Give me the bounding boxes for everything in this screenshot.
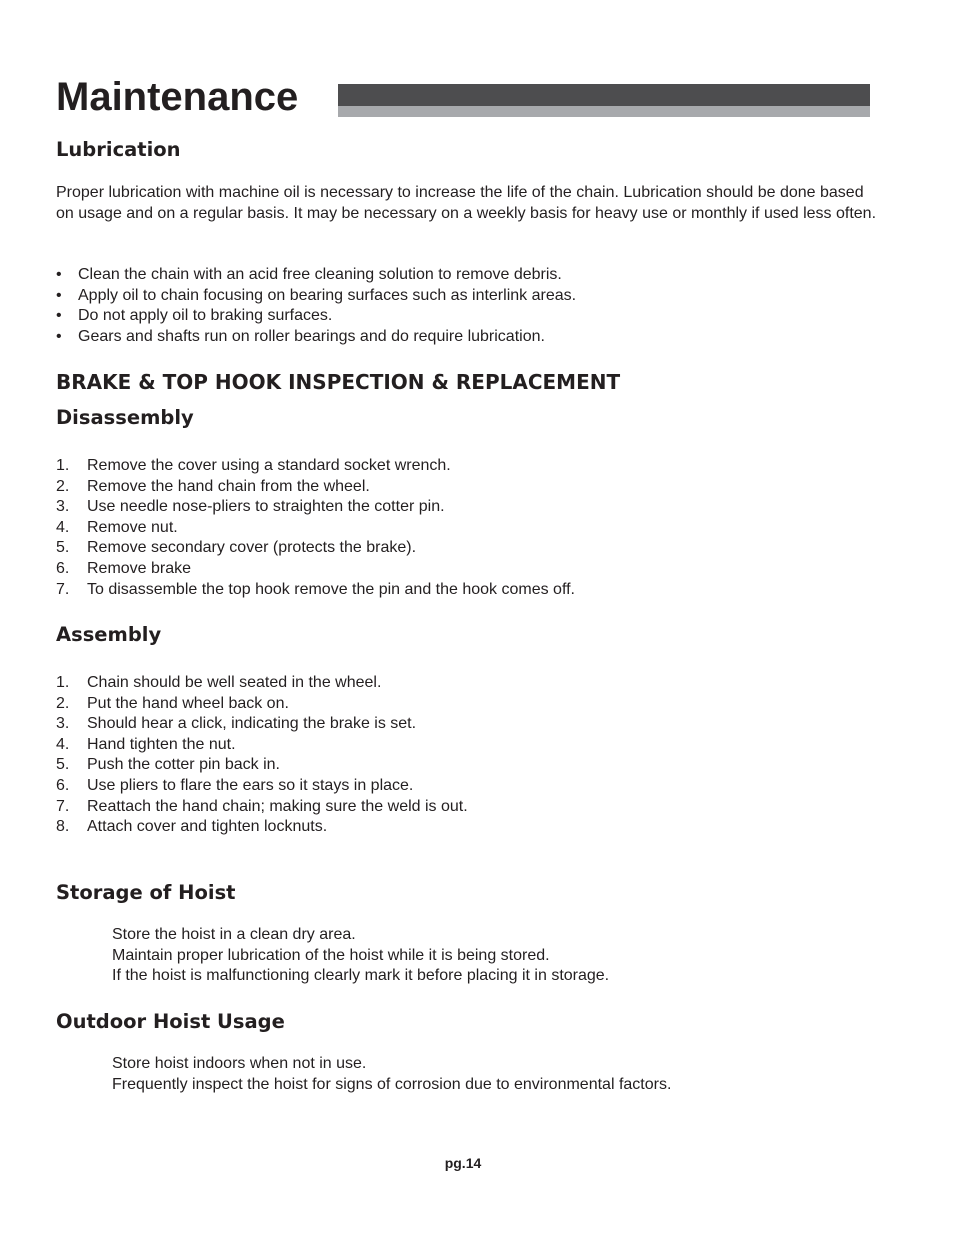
assembly-heading: Assembly	[56, 623, 162, 646]
list-item	[56, 776, 468, 797]
step-text: Use pliers to flare the ears so it stays in place.	[87, 776, 414, 794]
outdoor-line: Store hoist indoors when not in use.	[112, 1055, 367, 1072]
lubrication-heading: Lubrication	[56, 138, 181, 161]
step-text: Remove the hand chain from the wheel.	[87, 477, 370, 495]
step-text: To disassemble the top hook remove the pin and the hook comes off.	[87, 580, 575, 598]
list-item	[56, 714, 468, 735]
step-number: 2.	[56, 694, 70, 712]
list-item	[56, 755, 468, 776]
assembly-steps	[56, 673, 468, 838]
step-number: 8.	[56, 818, 70, 836]
step-text: Put the hand wheel back on.	[87, 694, 289, 712]
step-text: Reattach the hand chain; making sure the weld is out.	[87, 797, 468, 815]
disassembly-heading: Disassembly	[56, 406, 194, 429]
outdoor-lines	[112, 1054, 671, 1095]
list-item	[56, 518, 575, 539]
step-number: 3.	[56, 715, 70, 733]
list-item: • Clean the chain with an acid free cleaning solution to remove debris.	[56, 265, 576, 286]
step-number: 2.	[56, 477, 70, 495]
list-item	[56, 559, 575, 580]
list-item	[56, 497, 575, 518]
step-number: 4.	[56, 735, 70, 753]
lubrication-paragraph: Proper lubrication with machine oil is necessary to increase the life of the chain. Lubrication should be done based on usage and on a regular basis. It may be necessary on a weekly basis for heavy use or monthly if used less often.	[56, 184, 877, 222]
title-rule-bar	[338, 84, 870, 117]
storage-line: Store the hoist in a clean dry area.	[112, 926, 356, 943]
list-item	[56, 673, 468, 694]
list-item	[56, 538, 575, 559]
step-text: Should hear a click, indicating the brake is set.	[87, 715, 417, 733]
step-number: 1.	[56, 457, 70, 474]
storage-heading: Storage of Hoist	[56, 881, 236, 904]
brake-section-heading: BRAKE & TOP HOOK INSPECTION & REPLACEMENT	[56, 370, 621, 394]
list-item	[56, 456, 575, 477]
step-number: 3.	[56, 498, 70, 516]
step-text: Hand tighten the nut.	[87, 735, 236, 753]
list-item	[56, 694, 468, 715]
step-text: Remove secondary cover (protects the brake).	[87, 539, 417, 557]
lubrication-bullet-list	[56, 265, 576, 347]
storage-line: If the hoist is malfunctioning clearly mark it before placing it in storage.	[112, 967, 610, 985]
list-item	[56, 797, 468, 818]
step-text: Chain should be well seated in the wheel.	[87, 674, 382, 691]
step-text: Attach cover and tighten locknuts.	[87, 818, 328, 836]
step-number: 7.	[56, 797, 70, 815]
step-number: 7.	[56, 580, 70, 598]
step-text: Use needle nose-pliers to straighten the cotter pin.	[87, 498, 445, 516]
step-number: 5.	[56, 539, 70, 557]
page-number: pg.14	[444, 1155, 482, 1171]
list-item: • Do not apply oil to braking surfaces.	[56, 306, 576, 327]
step-number: 5.	[56, 756, 70, 774]
step-number: 6.	[56, 776, 70, 794]
page-title: Maintenance	[56, 75, 299, 119]
list-item: • Apply oil to chain focusing on bearing surfaces such as interlink areas.	[56, 286, 576, 307]
list-item	[56, 477, 575, 498]
step-text: Remove brake	[87, 559, 192, 577]
list-item	[56, 817, 468, 838]
step-text: Push the cotter pin back in.	[87, 756, 280, 774]
storage-lines	[112, 925, 609, 987]
list-item: • Gears and shafts run on roller bearings and do require lubrication.	[56, 327, 576, 348]
step-text: Remove the cover using a standard socket wrench.	[87, 457, 451, 474]
step-text: Remove nut.	[87, 518, 178, 536]
title-rule-light	[338, 106, 870, 117]
step-number: 1.	[56, 674, 70, 691]
disassembly-steps	[56, 456, 575, 600]
outdoor-line: Frequently inspect the hoist for signs of corrosion due to environmental factors.	[112, 1075, 672, 1093]
outdoor-heading: Outdoor Hoist Usage	[56, 1010, 285, 1033]
title-rule-dark	[338, 84, 870, 106]
list-item	[56, 735, 468, 756]
storage-line: Maintain proper lubrication of the hoist while it is being stored.	[112, 946, 550, 964]
step-number: 4.	[56, 518, 70, 536]
step-number: 6.	[56, 559, 70, 577]
list-item	[56, 580, 575, 601]
